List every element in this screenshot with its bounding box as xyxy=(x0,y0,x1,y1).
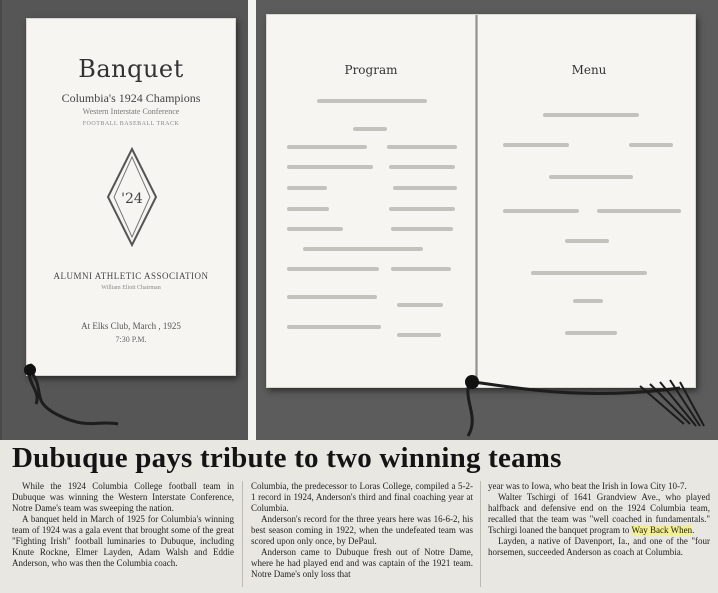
menu-line xyxy=(549,175,633,179)
program-line xyxy=(389,207,455,211)
highlighted-text: Way Back When xyxy=(631,525,693,535)
menu-line xyxy=(597,209,681,213)
article-paragraph: Anderson's record for the three years here was 16-6-2, his best season coming in 1922, when the undefeated team was scored upon only once, by DePaul. xyxy=(251,514,473,546)
program-heading: Program xyxy=(344,63,398,77)
menu-heading: Menu xyxy=(571,63,607,77)
program-line xyxy=(397,333,441,337)
spread-fold xyxy=(475,15,478,387)
article-paragraph xyxy=(488,492,710,536)
photo-divider xyxy=(248,0,256,440)
paragraph-text: . xyxy=(692,525,695,535)
program-line xyxy=(287,325,381,329)
cover-place: At Elks Club, March , 1925 xyxy=(81,321,181,331)
cover-time: 7:30 P.M. xyxy=(115,335,147,344)
program-line xyxy=(287,165,373,169)
article-column-3 xyxy=(488,481,710,558)
menu-line xyxy=(503,143,569,147)
program-line xyxy=(287,186,327,190)
program-inside-spread xyxy=(266,14,696,388)
program-line xyxy=(391,227,453,231)
article-headline: Dubuque pays tribute to two winning teams xyxy=(12,442,562,474)
article-paragraph: Columbia, the predecessor to Loras College, compiled a 5-2-1 record in 1924, Anderson's third and final coaching year at Columbia. xyxy=(251,481,473,513)
article-paragraph: year was to Iowa, who beat the Irish in Iowa City 10-7. xyxy=(488,481,687,491)
menu-line xyxy=(573,299,603,303)
article-column-1 xyxy=(12,481,234,569)
cover-title: Banquet xyxy=(78,55,184,83)
program-line xyxy=(287,145,367,149)
emblem-text: '24 xyxy=(121,191,143,207)
program-line xyxy=(387,145,457,149)
paragraph-text: Walter Tschirgi of 1641 Grandview Ave., who played halfback and defensive end on the 1924 Columbia team, recalled that the team was "well coached in fundamentals." Tschirgi loaned the banquet program to xyxy=(488,492,710,535)
cover-subtitle: Columbia's 1924 Champions xyxy=(61,91,201,105)
article-paragraph: While the 1924 Columbia College football team in Dubuque was winning the Western Interstate Conference, Notre Dame's team was sweeping the nation. xyxy=(12,481,234,513)
program-line xyxy=(287,227,343,231)
program-line xyxy=(287,295,377,299)
menu-line xyxy=(531,271,647,275)
program-line xyxy=(393,186,457,190)
article-column-2 xyxy=(251,481,473,580)
cover-association: ALUMNI ATHLETIC ASSOCIATION xyxy=(53,271,209,281)
menu-line xyxy=(503,209,579,213)
menu-line xyxy=(543,113,639,117)
menu-line xyxy=(565,239,609,243)
spread-tassel-icon xyxy=(450,370,718,440)
column-rule xyxy=(242,481,243,587)
program-line xyxy=(391,267,451,271)
article-paragraph: A banquet held in March of 1925 for Columbia's winning team of 1924 was a gala event that brought some of the great "Fighting Irish" football luminaries to Dubuque, including Knute Rockne, Elmer Layden, Adam Walsh and Eddie Anderson, who was then the Columbia coach. xyxy=(12,514,234,568)
program-line xyxy=(353,127,387,131)
diamond-emblem-icon xyxy=(106,147,158,247)
program-line xyxy=(317,99,427,103)
cover-tassel-icon xyxy=(18,360,128,430)
article-paragraph: Anderson came to Dubuque fresh out of Notre Dame, where he had played end and was captain of the 1921 team. Notre Dame's only loss that xyxy=(251,547,473,579)
program-cover xyxy=(26,18,236,376)
program-line xyxy=(287,207,329,211)
cover-conference: Western Interstate Conference xyxy=(82,107,180,116)
program-line xyxy=(389,165,455,169)
column-rule xyxy=(480,481,481,587)
program-line xyxy=(303,247,423,251)
menu-line xyxy=(629,143,673,147)
program-line xyxy=(287,267,379,271)
program-line xyxy=(397,303,443,307)
menu-line xyxy=(565,331,617,335)
article-paragraph: Layden, a native of Davenport, Ia., and one of the "four horsemen, succeeded Anderson as coach at Columbia. xyxy=(488,536,710,557)
cover-association-sub: William Eliott Chairman xyxy=(101,285,161,291)
cover-sports: FOOTBALL BASEBALL TRACK xyxy=(82,121,180,127)
